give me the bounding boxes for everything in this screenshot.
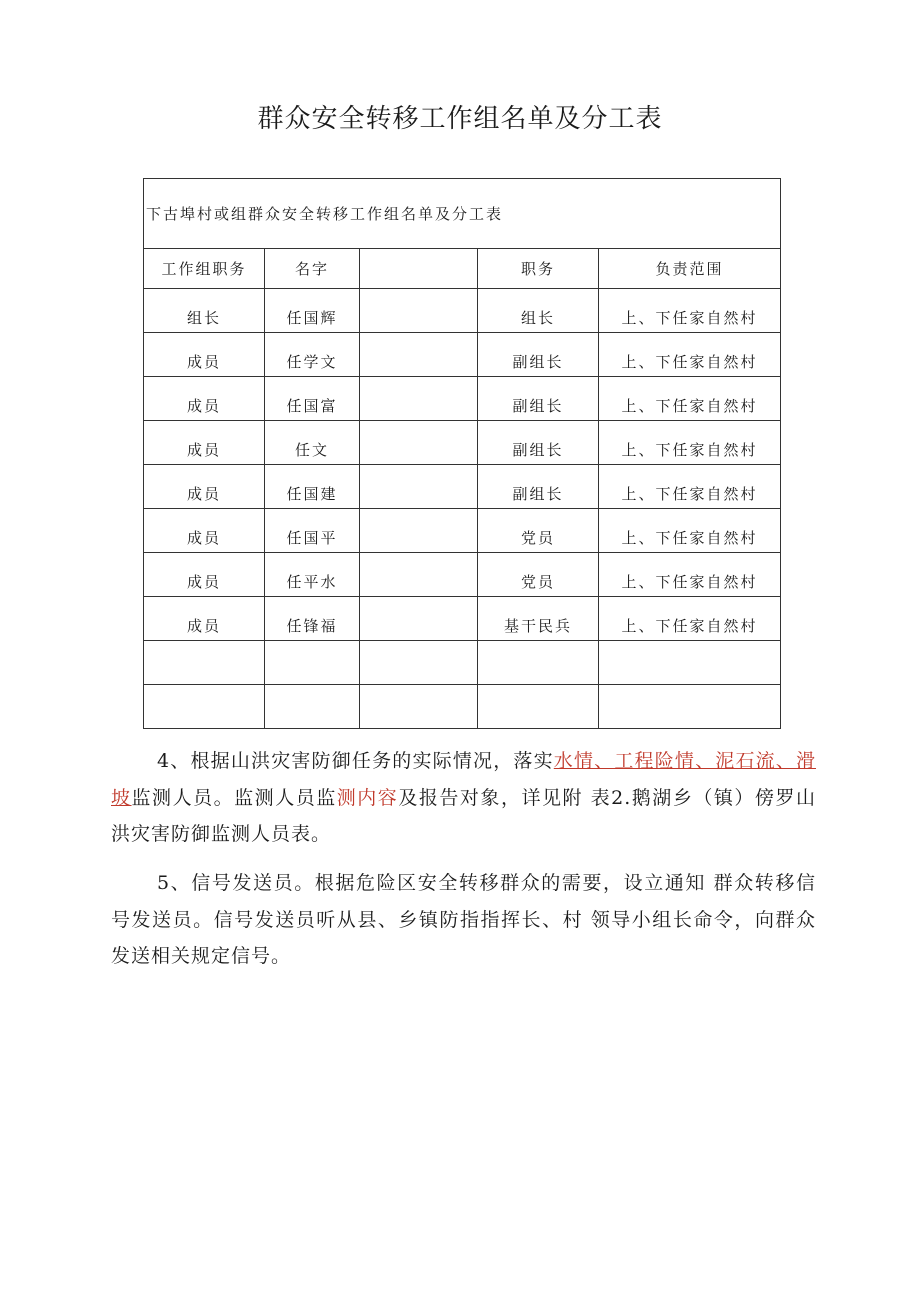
- paragraph-5: [111, 865, 816, 975]
- table-cell: [360, 641, 478, 685]
- table-cell: 上、下任家自然村: [599, 509, 781, 553]
- table-cell: [360, 509, 478, 553]
- table-cell: 党员: [478, 509, 599, 553]
- p4-text-3: 及报告对象，详见附 表2.鹅湖乡（镇）傍罗山洪灾害防御监测人员表。: [111, 786, 816, 845]
- table-cell: [144, 641, 265, 685]
- table-row: [144, 421, 781, 465]
- table-cell: 组长: [144, 289, 265, 333]
- paragraph-4: [111, 743, 816, 853]
- p4-text-1: 4、根据山洪灾害防御任务的实际情况，落实: [157, 750, 554, 772]
- table-cell: 上、下任家自然村: [599, 421, 781, 465]
- table-cell: 任学文: [265, 333, 360, 377]
- table-row: [144, 377, 781, 421]
- roster-table: [143, 178, 781, 729]
- table-cell: 任文: [265, 421, 360, 465]
- header-cell: 职务: [478, 249, 599, 289]
- table-cell: [360, 421, 478, 465]
- table-cell: [144, 685, 265, 729]
- p4-red-text: 测内容: [336, 786, 399, 809]
- table-row: [144, 597, 781, 641]
- table-cell: [360, 553, 478, 597]
- table-cell: 副组长: [478, 377, 599, 421]
- table-row: [144, 553, 781, 597]
- header-cell: 名字: [265, 249, 360, 289]
- table-cell: 任锋福: [265, 597, 360, 641]
- table-header-row: [144, 249, 781, 289]
- table-cell: 任国平: [265, 509, 360, 553]
- table-cell: 成员: [144, 333, 265, 377]
- table-cell: 副组长: [478, 465, 599, 509]
- header-cell: 负责范围: [599, 249, 781, 289]
- table-cell: 上、下任家自然村: [599, 465, 781, 509]
- table-cell: [360, 465, 478, 509]
- p5-text: 5、信号发送员。根据危险区安全转移群众的需要，设立通知 群众转移信号发送员。信号发送员听从县、乡镇防指指挥长、村 领导小组长命令，向群众发送相关规定信号。: [111, 872, 816, 967]
- table-cell: [478, 641, 599, 685]
- table-cell: [360, 597, 478, 641]
- table-row: [144, 289, 781, 333]
- table-cell: 副组长: [478, 333, 599, 377]
- table-row: [144, 685, 781, 729]
- table-cell: 成员: [144, 509, 265, 553]
- table-cell: 任平水: [265, 553, 360, 597]
- table-cell: [265, 685, 360, 729]
- table-cell: 成员: [144, 421, 265, 465]
- p4-marked-text: 水情、工程险情、泥石流、滑坡: [111, 750, 816, 809]
- table-cell: [265, 641, 360, 685]
- table-row: [144, 465, 781, 509]
- table-cell: [599, 641, 781, 685]
- header-cell: 工作组职务: [144, 249, 265, 289]
- table-row: [144, 641, 781, 685]
- table-cell: 上、下任家自然村: [599, 333, 781, 377]
- table-cell: 党员: [478, 553, 599, 597]
- table-cell: 上、下任家自然村: [599, 377, 781, 421]
- page-title: 群众安全转移工作组名单及分工表: [257, 104, 663, 134]
- table-body: [144, 289, 781, 729]
- table-cell: 组长: [478, 289, 599, 333]
- table-cell: 成员: [144, 465, 265, 509]
- table-cell: 基干民兵: [478, 597, 599, 641]
- table-cell: [360, 685, 478, 729]
- table-cell: 成员: [144, 377, 265, 421]
- table-cell: 任国辉: [265, 289, 360, 333]
- table-cell: 上、下任家自然村: [599, 289, 781, 333]
- table-cell: 任国富: [265, 377, 360, 421]
- table-cell: 副组长: [478, 421, 599, 465]
- table-cell: [360, 377, 478, 421]
- p4-text-2: 监测人员。监测人员监: [131, 786, 337, 809]
- header-cell: [360, 249, 478, 289]
- table-row: [144, 509, 781, 553]
- table-cell: 成员: [144, 597, 265, 641]
- table-cell: 成员: [144, 553, 265, 597]
- table-cell: [360, 289, 478, 333]
- table-cell: [599, 685, 781, 729]
- table-caption: 下古埠村或组群众安全转移工作组名单及分工表: [144, 179, 781, 249]
- table-cell: [478, 685, 599, 729]
- table-cell: 上、下任家自然村: [599, 597, 781, 641]
- table-caption-row: [144, 179, 781, 249]
- table-cell: 上、下任家自然村: [599, 553, 781, 597]
- table-cell: 任国建: [265, 465, 360, 509]
- table-row: [144, 333, 781, 377]
- table-cell: [360, 333, 478, 377]
